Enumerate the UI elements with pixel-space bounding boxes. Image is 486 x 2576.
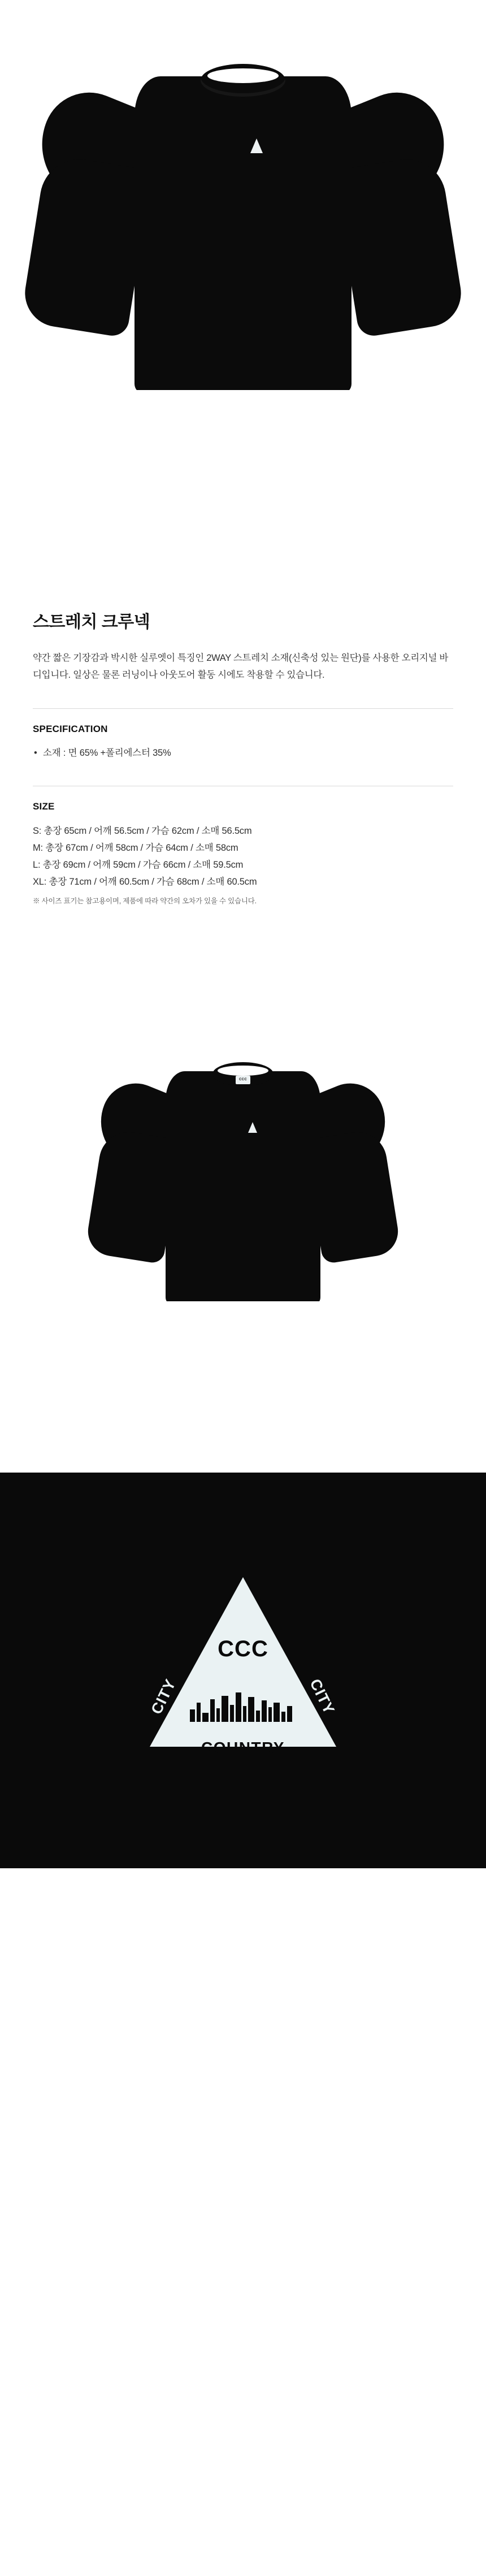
- photo-stage: [0, 1054, 486, 1320]
- specification-heading: SPECIFICATION: [33, 724, 108, 734]
- brand-city-left-text: CITY: [147, 1676, 180, 1717]
- triangle-logo-icon: [248, 1122, 257, 1133]
- list-item: L: 총장 69cm / 어깨 59cm / 가슴 66cm / 소매 59.5cm: [33, 860, 244, 870]
- product-photo-front-full: [0, 907, 486, 1473]
- hem-seam: [166, 1301, 320, 1304]
- size-list: [33, 822, 453, 890]
- size-heading: SIZE: [33, 801, 55, 812]
- city-skyline-icon: [188, 1685, 298, 1722]
- specification-list: [33, 745, 453, 761]
- size-disclaimer: ※ 사이즈 표기는 참고용이며, 제품에 따라 약간의 오차가 있을 수 있습니다.: [33, 897, 257, 905]
- brand-country-text: COUNTRY: [201, 1739, 285, 1756]
- sweatshirt-illustration: [90, 1054, 396, 1320]
- list-item: XL: 총장 71cm / 어깨 60.5cm / 가슴 68cm / 소매 60.5cm: [33, 877, 257, 887]
- photo-stage: [0, 54, 486, 415]
- page-title: 스트레치 크루넥: [33, 613, 150, 631]
- list-item: S: 총장 65cm / 어깨 56.5cm / 가슴 62cm / 소매 56.5cm: [33, 826, 252, 836]
- triangle-logo-icon: [250, 138, 263, 153]
- neck-brand-label-text: CCC: [239, 1078, 247, 1081]
- torso: [166, 1071, 320, 1304]
- sweatshirt-illustration: [28, 54, 458, 415]
- brand-ccc-text: CCC: [218, 1636, 268, 1661]
- neck-opening: [218, 1066, 268, 1076]
- product-photo-front-detail: [0, 0, 486, 608]
- brand-banner: [0, 1473, 486, 1868]
- brand-city-right-text: CITY: [306, 1676, 339, 1717]
- neck-opening: [207, 68, 279, 83]
- list-item: M: 총장 67cm / 어깨 58cm / 가슴 64cm / 소매 58cm: [33, 843, 238, 853]
- sleeve-right-lower: [333, 154, 466, 338]
- divider-above-specification: [33, 708, 453, 709]
- product-description: 약간 짧은 기장감과 박시한 실루엣이 특징인 2WAY 스트레치 소재(신축성 있는 원단)를 사용한 오리지널 바디입니다. 일상은 물론 러닝이나 아웃도어 활동 시에도 착용할 수 있습니다.: [33, 653, 449, 680]
- brand-logo: [147, 1577, 339, 1764]
- hem-seam: [134, 390, 352, 393]
- sleeve-left-lower: [20, 154, 153, 338]
- neck-rib: [201, 64, 285, 97]
- list-item: • 소재 : 면 65% +폴리에스터 35%: [33, 745, 453, 761]
- torso: [134, 76, 352, 393]
- neck-brand-label: [236, 1076, 250, 1084]
- product-info-section: [0, 608, 486, 907]
